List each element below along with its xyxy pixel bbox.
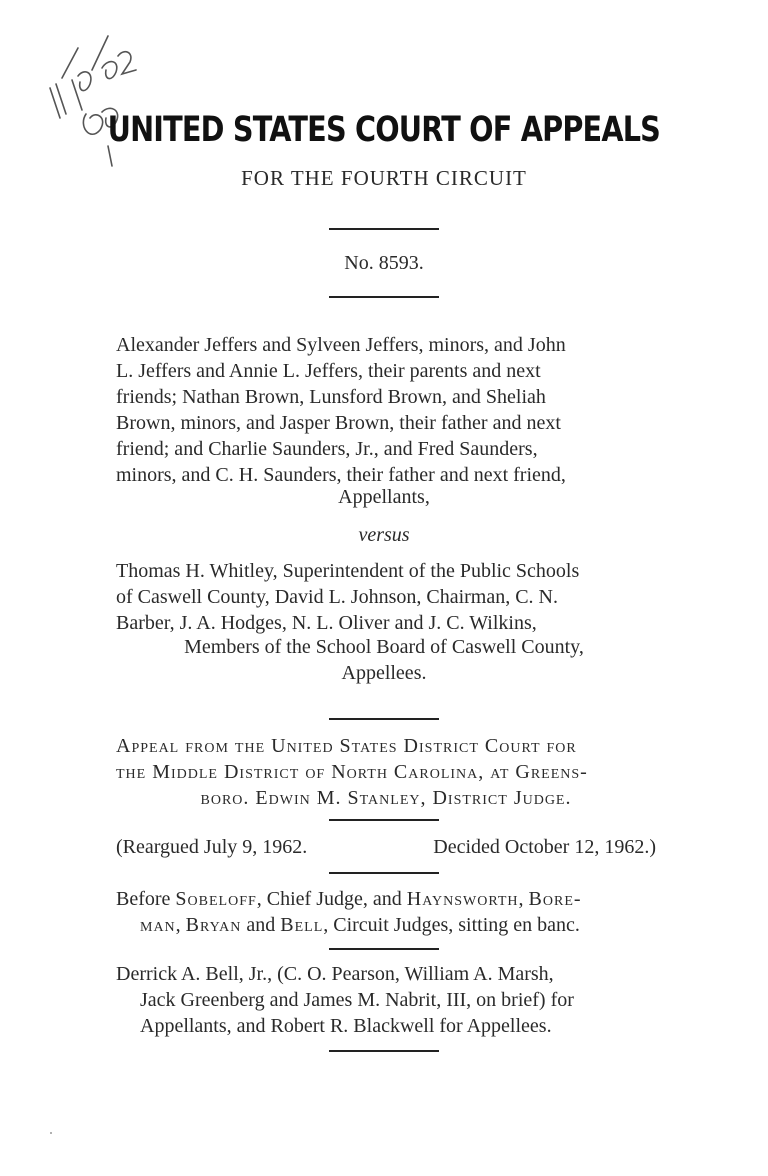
appellants-line: friends; Nathan Brown, Lunsford Brown, and Sheliah [116,386,546,408]
divider-rule [329,819,439,821]
appellees-line: of Caswell County, David L. Johnson, Chairman, C. N. [116,586,559,608]
case-number: No. 8593. [344,252,424,274]
appellants-line: L. Jeffers and Annie L. Jeffers, their parents and next [116,360,541,382]
divider-rule [329,948,439,950]
circuit-subtitle: FOR THE FOURTH CIRCUIT [241,166,527,190]
appellants-line: friend; and Charlie Saunders, Jr., and Fred Saunders, [116,438,538,460]
and-text: and [241,914,281,936]
divider-rule [329,1050,439,1052]
argument-dates [116,836,656,859]
bench-statement [116,886,656,938]
judge-bell: Bell [280,914,324,936]
appellants-block [116,332,656,488]
counsel-line: Derrick A. Bell, Jr., (C. O. Pearson, William A. Marsh, [116,963,554,985]
appellants-line: Brown, minors, and Jasper Brown, their father and next [116,412,561,434]
appellants-line: minors, and C. H. Saunders, their father and next friend, [116,464,566,486]
judge-haynsworth: Haynsworth [406,888,519,910]
appeal-statement [116,733,656,811]
appellants-label: Appellants, [338,486,430,508]
page-speck [50,1132,52,1134]
divider-rule [329,228,439,230]
appellees-line: Thomas H. Whitley, Superintendent of the Public Schools [116,560,580,582]
appellees-members-line: Members of the School Board of Caswell County, [184,636,584,658]
separator-text: , [175,914,186,936]
counsel-statement [116,961,656,1039]
versus-label: versus [358,524,410,546]
appellees-line: Barber, J. A. Hodges, N. L. Oliver and J. C. Wilkins, [116,612,537,634]
decided-date: Decided October 12, 1962.) [433,836,656,858]
appellees-block [116,558,656,636]
counsel-line: Appellants, and Robert R. Blackwell for Appellees. [140,1015,552,1037]
appellees-label: Appellees. [341,662,427,684]
judge-boreman-part2: man [140,914,176,936]
divider-rule [329,296,439,298]
judge-bryan: Bryan [185,914,242,936]
appeal-line: boro. Edwin M. Stanley, District Judge. [200,787,572,809]
counsel-line: Jack Greenberg and James M. Nabrit, III, on brief) for [140,989,574,1011]
appeal-line: Appeal from the United States District Court for [116,735,577,757]
separator-text: , [518,888,529,910]
appeal-line: the Middle District of North Carolina, at Greens- [116,761,588,783]
judge-boreman-part1: Bore- [528,888,582,910]
court-title: UNITED STATES COURT OF APPEALS [107,110,661,150]
reargued-date: (Reargued July 9, 1962. [116,836,308,858]
divider-rule [329,718,439,720]
appellants-line: Alexander Jeffers and Sylveen Jeffers, minors, and John [116,334,566,356]
judge-sobeloff: Sobeloff [175,888,257,910]
circuit-judges-text: , Circuit Judges, sitting en banc. [323,914,580,936]
before-text: Before [116,888,176,910]
chief-judge-text: , Chief Judge, and [256,888,407,910]
divider-rule [329,872,439,874]
